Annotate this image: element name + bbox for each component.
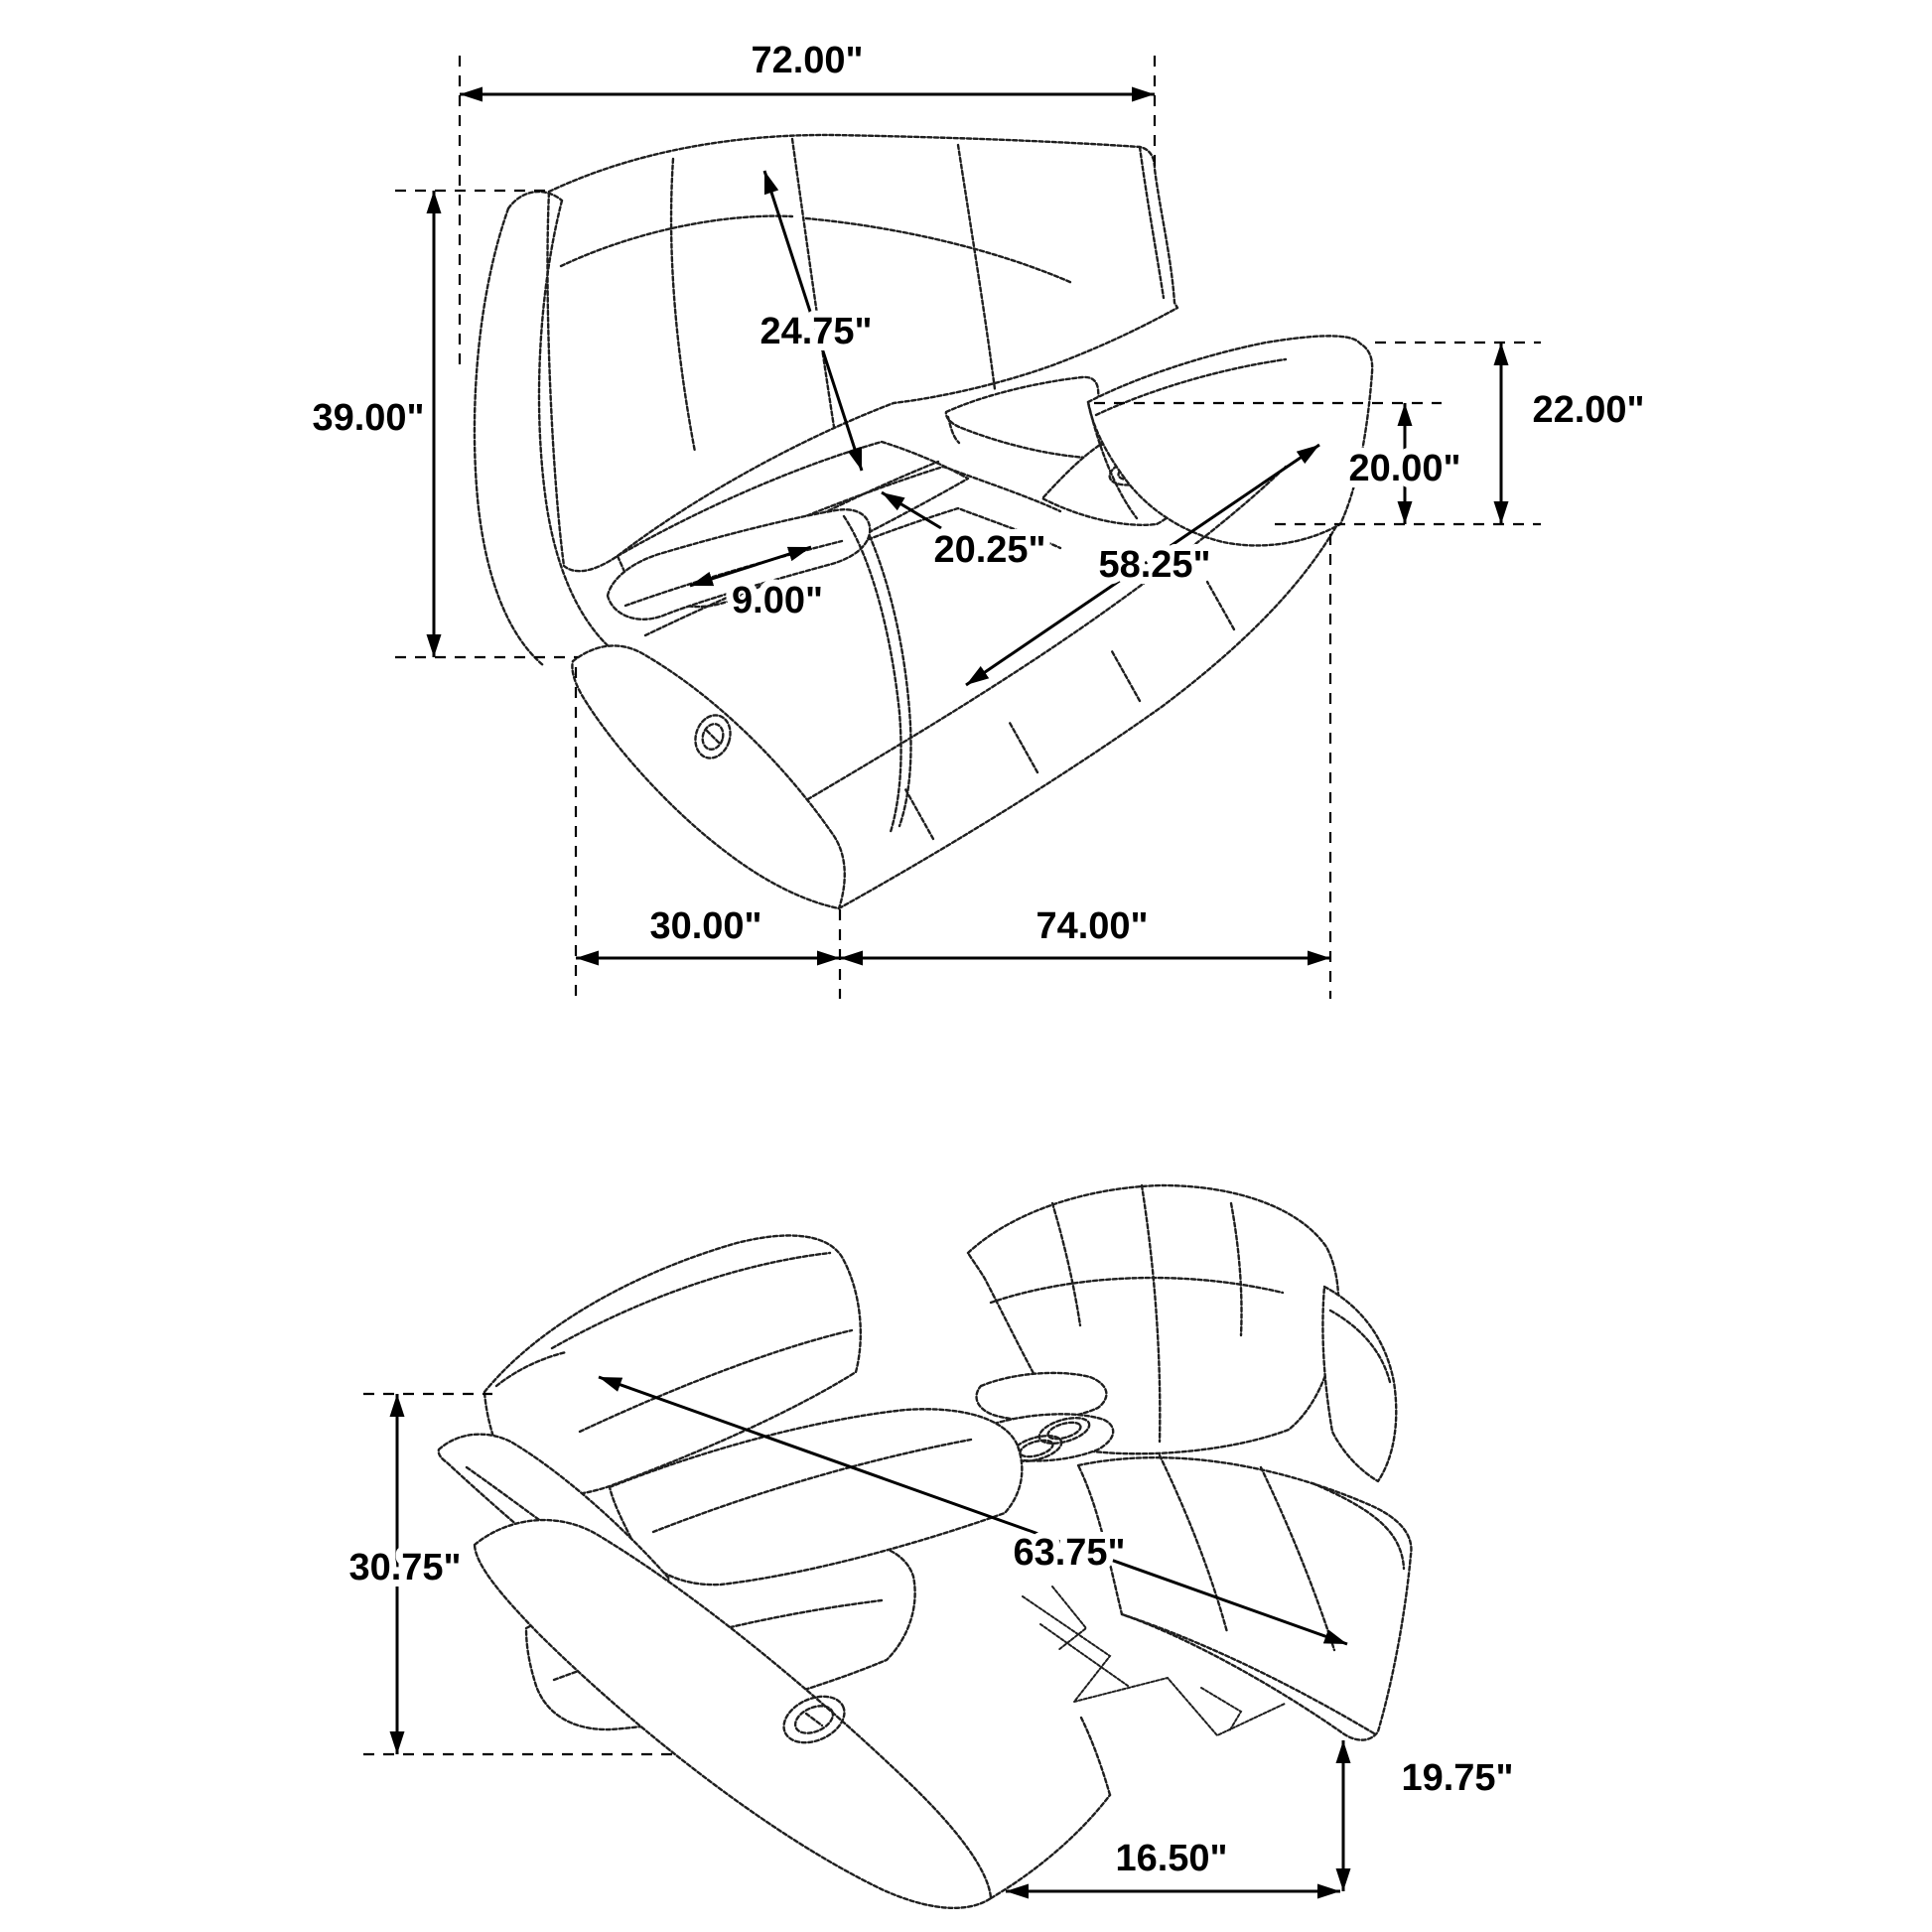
dim-label-interior-width: 58.25" — [1098, 544, 1211, 586]
right-footrest-outline — [1078, 1457, 1411, 1739]
dim-label-overall-width: 72.00" — [751, 40, 864, 81]
dim-label-back-height: 39.00" — [312, 397, 425, 439]
dim-back-height-39 — [312, 191, 578, 657]
dim-label-footrest-extension: 16.50" — [1115, 1838, 1228, 1879]
base-seam — [1010, 723, 1037, 772]
console-pad — [977, 1373, 1107, 1421]
dim-label-seat-to-arm-top: 20.00" — [1348, 448, 1461, 489]
sofa-reclined-drawing — [439, 1185, 1412, 1908]
dim-footrest-height-1975 — [1343, 1740, 1514, 1891]
dim-label-footrest-height: 19.75" — [1401, 1757, 1514, 1799]
dim-footrest-extension-1650 — [1006, 1838, 1340, 1891]
base-side-edge — [1080, 1716, 1110, 1795]
base-seam — [1112, 651, 1140, 701]
dim-label-front-width: 74.00" — [1035, 905, 1149, 947]
dim-label-seat-back-diagonal: 24.75" — [759, 311, 873, 352]
sofa-upright-drawing — [475, 135, 1372, 908]
base-front-edge — [991, 1795, 1110, 1898]
dim-label-reclined-back-height: 30.75" — [348, 1547, 462, 1588]
dim-label-reclined-length: 63.75" — [1013, 1532, 1126, 1574]
base-bottom-edge — [839, 526, 1336, 908]
left-arm-back-edge-outer — [475, 208, 543, 665]
dim-label-arm-height: 22.00" — [1532, 389, 1645, 431]
dim-label-side-depth: 30.00" — [649, 905, 762, 947]
right-arm-outline — [1322, 1287, 1396, 1481]
dim-label-arm-top-width: 9.00" — [732, 580, 823, 621]
left-arm-front-roll-inner — [870, 536, 911, 826]
dim-label-seat-width: 20.25" — [933, 529, 1046, 571]
left-arm-front-roll-outer — [844, 516, 901, 832]
base-seam — [905, 789, 933, 839]
base-seam — [1207, 582, 1234, 629]
left-arm-side-panel — [572, 645, 844, 908]
